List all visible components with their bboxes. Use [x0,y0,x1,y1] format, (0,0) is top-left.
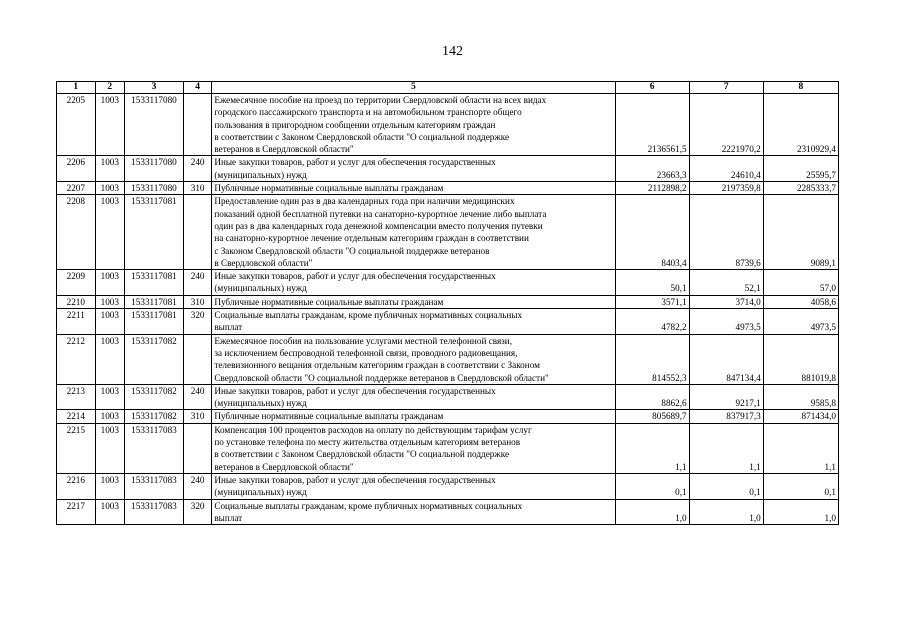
row-number-cell: 2211 [57,309,96,335]
description-line: в Свердловской области" [214,257,313,268]
amount-col-8-cell: 9089,1 [763,195,838,270]
amount-col-7-cell: 2197359,8 [689,182,763,195]
amount-col-8-cell: 0,1 [763,473,838,499]
description-cell [212,195,615,270]
expense-type-cell [183,195,211,270]
section-code-cell: 1003 [95,423,124,473]
row-number-cell: 2207 [57,182,96,195]
table-row [57,295,839,308]
amount-col-8-cell: 4973,5 [763,309,838,335]
expense-type-cell [183,334,211,384]
amount-col-7-cell: 8739,6 [689,195,763,270]
description-line: (муниципальных) нужд [214,398,307,409]
target-article-cell: 1533117080 [125,182,184,195]
section-code-cell: 1003 [95,473,124,499]
target-article-cell: 1533117082 [125,384,184,410]
description-line: городского пассажирского транспорта и на автомобильном транспорте общего [214,107,522,118]
description-line: (муниципальных) нужд [214,169,307,180]
amount-col-8-cell: 25595,7 [763,156,838,182]
description-line: Ежемесячное пособие на проезд по территории Свердловской области на всех видах [214,95,547,105]
description-line: по установке телефона по месту жительства отдельным категориям ветеранов [214,437,521,448]
table-row [57,499,839,525]
table-row [57,384,839,410]
description-line: Иные закупки товаров, работ и услуг для обеспечения государственных [214,474,496,485]
amount-col-7-cell: 2221970,2 [689,94,763,156]
expense-type-cell: 310 [183,182,211,195]
amount-col-8-cell: 1,0 [763,499,838,525]
description-line: (муниципальных) нужд [214,487,307,498]
description-line: выплат [214,512,243,523]
description-line: ветеранов в Свердловской области" [214,144,354,155]
header-col-6: 6 [615,82,689,94]
target-article-cell: 1533117083 [125,423,184,473]
section-code-cell: 1003 [95,309,124,335]
amount-col-8-cell: 2285333,7 [763,182,838,195]
description-line: телевизионного вещания отдельным категориям граждан в соответствии с Законом [214,360,540,371]
table-row [57,270,839,296]
expense-type-cell: 240 [183,384,211,410]
description-line: Предоставление один раз в два календарных года при наличии медицинских [214,196,515,207]
row-number-cell: 2209 [57,270,96,296]
header-row [57,82,839,94]
description-cell [212,295,615,308]
amount-col-6-cell: 50,1 [615,270,689,296]
description-cell [212,270,615,296]
header-col-4: 4 [183,82,211,94]
table-row [57,334,839,384]
table-row [57,94,839,156]
table-row [57,309,839,335]
description-line: Публичные нормативные социальные выплаты гражданам [214,296,444,307]
amount-col-7-cell: 0,1 [689,473,763,499]
description-line: Публичные нормативные социальные выплаты гражданам [214,411,444,422]
description-line: Социальные выплаты гражданам, кроме публичных нормативных социальных [214,310,523,321]
description-line: Иные закупки товаров, работ и услуг для обеспечения государственных [214,271,496,282]
header-col-7: 7 [689,82,763,94]
section-code-cell: 1003 [95,334,124,384]
table-row [57,473,839,499]
description-line: на санаторно-курортное лечение отдельным категориям граждан в соответствии [214,233,529,244]
target-article-cell: 1533117082 [125,334,184,384]
amount-col-8-cell: 2310929,4 [763,94,838,156]
amount-col-6-cell: 814552,3 [615,334,689,384]
description-cell [212,499,615,525]
target-article-cell: 1533117083 [125,473,184,499]
header-col-2: 2 [95,82,124,94]
section-code-cell: 1003 [95,410,124,423]
amount-col-6-cell: 2112898,2 [615,182,689,195]
amount-col-7-cell: 1,1 [689,423,763,473]
description-line: выплат [214,322,243,333]
amount-col-8-cell: 881019,8 [763,334,838,384]
amount-col-6-cell: 805689,7 [615,410,689,423]
header-col-1: 1 [57,82,96,94]
target-article-cell: 1533117083 [125,499,184,525]
description-line: в соответствии с Законом Свердловской области "О социальной поддержке [214,449,510,460]
description-cell [212,334,615,384]
amount-col-6-cell: 1,1 [615,423,689,473]
target-article-cell: 1533117081 [125,309,184,335]
description-line: пользования в пригородном сообщении отдельным категориям граждан [214,119,496,130]
table-row [57,410,839,423]
section-code-cell: 1003 [95,295,124,308]
target-article-cell: 1533117082 [125,410,184,423]
section-code-cell: 1003 [95,499,124,525]
expense-type-cell: 310 [183,410,211,423]
target-article-cell: 1533117081 [125,195,184,270]
amount-col-6-cell: 0,1 [615,473,689,499]
expense-type-cell: 240 [183,473,211,499]
amount-col-7-cell: 24610,4 [689,156,763,182]
target-article-cell: 1533117080 [125,156,184,182]
amount-col-6-cell: 1,0 [615,499,689,525]
table-row [57,195,839,270]
row-number-cell: 2214 [57,410,96,423]
description-cell [212,423,615,473]
description-line: (муниципальных) нужд [214,283,307,294]
amount-col-6-cell: 8862,6 [615,384,689,410]
description-line: Ежемесячное пособия на пользование услугами местной телефонной связи, [214,335,513,346]
description-cell [212,410,615,423]
expense-type-cell: 310 [183,295,211,308]
amount-col-8-cell: 1,1 [763,423,838,473]
target-article-cell: 1533117080 [125,94,184,156]
amount-col-7-cell: 9217,1 [689,384,763,410]
description-cell [212,473,615,499]
amount-col-6-cell: 2136561,5 [615,94,689,156]
amount-col-6-cell: 4782,2 [615,309,689,335]
amount-col-7-cell: 1,0 [689,499,763,525]
description-line: с Законом Свердловской области "О социальной поддержке ветеранов [214,245,490,256]
table-body [57,94,839,525]
section-code-cell: 1003 [95,195,124,270]
row-number-cell: 2205 [57,94,96,156]
section-code-cell: 1003 [95,156,124,182]
description-cell [212,94,615,156]
description-line: за исключением беспроводной телефонной связи, проводного радиовещания, [214,347,518,358]
target-article-cell: 1533117081 [125,270,184,296]
amount-col-6-cell: 8403,4 [615,195,689,270]
amount-col-8-cell: 9585,8 [763,384,838,410]
row-number-cell: 2206 [57,156,96,182]
row-number-cell: 2210 [57,295,96,308]
amount-col-7-cell: 3714,0 [689,295,763,308]
description-line: Свердловской области "О социальной поддержке ветеранов в Свердловской области" [214,372,549,383]
table-row [57,156,839,182]
row-number-cell: 2213 [57,384,96,410]
row-number-cell: 2216 [57,473,96,499]
section-code-cell: 1003 [95,182,124,195]
description-line: Социальные выплаты гражданам, кроме публичных нормативных социальных [214,500,523,511]
expense-type-cell: 240 [183,156,211,182]
description-cell [212,309,615,335]
amount-col-7-cell: 4973,5 [689,309,763,335]
row-number-cell: 2217 [57,499,96,525]
amount-col-7-cell: 847134,4 [689,334,763,384]
row-number-cell: 2212 [57,334,96,384]
expense-type-cell: 240 [183,270,211,296]
expense-type-cell: 320 [183,499,211,525]
page-number: 142 [442,44,463,59]
description-line: Иные закупки товаров, работ и услуг для обеспечения государственных [214,157,496,168]
expense-type-cell [183,94,211,156]
amount-col-6-cell: 3571,1 [615,295,689,308]
expense-type-cell: 320 [183,309,211,335]
table-row [57,423,839,473]
target-article-cell: 1533117081 [125,295,184,308]
section-code-cell: 1003 [95,384,124,410]
description-line: показаний одной бесплатной путевки на санаторно-курортное лечение либо выплата [214,208,547,219]
section-code-cell: 1003 [95,270,124,296]
description-line: в соответствии с Законом Свердловской области "О социальной поддержке [214,131,510,142]
amount-col-7-cell: 52,1 [689,270,763,296]
amount-col-8-cell: 57,0 [763,270,838,296]
amount-col-7-cell: 837917,3 [689,410,763,423]
description-line: Иные закупки товаров, работ и услуг для обеспечения государственных [214,385,496,396]
description-cell [212,156,615,182]
description-line: Компенсация 100 процентов расходов на оплату по действующим тарифам услуг [214,424,532,435]
description-line: Публичные нормативные социальные выплаты гражданам [214,183,444,194]
amount-col-8-cell: 4058,6 [763,295,838,308]
section-code-cell: 1003 [95,94,124,156]
description-line: ветеранов в Свердловской области" [214,461,354,472]
row-number-cell: 2208 [57,195,96,270]
budget-table [56,81,839,525]
amount-col-8-cell: 871434,0 [763,410,838,423]
row-number-cell: 2215 [57,423,96,473]
expense-type-cell [183,423,211,473]
header-col-8: 8 [763,82,838,94]
header-col-5: 5 [212,82,615,94]
description-line: один раз в два календарных года денежной компенсации вместо получения путевки [214,220,543,231]
header-col-3: 3 [125,82,184,94]
description-cell [212,182,615,195]
amount-col-6-cell: 23663,3 [615,156,689,182]
description-cell [212,384,615,410]
table-row [57,182,839,195]
